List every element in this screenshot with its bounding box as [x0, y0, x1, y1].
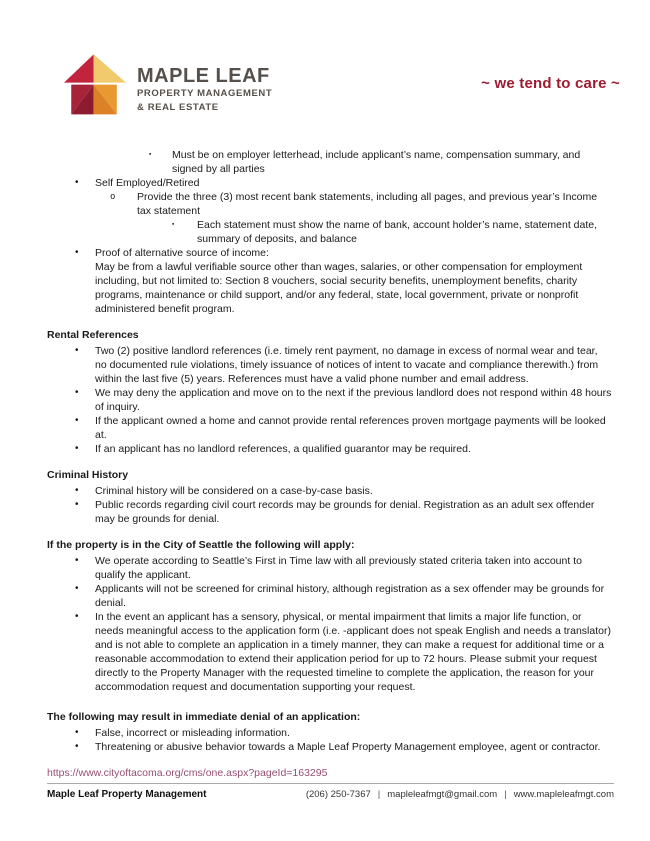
- list-item: [47, 190, 612, 218]
- document-body: [47, 148, 612, 780]
- footer-separator: |: [377, 789, 381, 800]
- section-heading: Rental References: [47, 329, 139, 341]
- list-item: [47, 610, 612, 694]
- list-item-text: False, incorrect or misleading information.: [95, 727, 290, 739]
- list-item: [47, 484, 612, 498]
- list-item: [47, 386, 612, 414]
- logo-wordmark: [137, 53, 272, 114]
- house-logo-icon: [62, 53, 128, 115]
- list-item: [47, 148, 612, 176]
- bullet-disc-icon: •: [75, 345, 79, 356]
- bullet-disc-icon: •: [75, 247, 79, 258]
- section-immediate-denial: [47, 710, 612, 754]
- footer-contact-info: [306, 789, 614, 800]
- list-item-text: If an applicant has no landlord references, a qualified guarantor may be required.: [95, 443, 471, 455]
- footer-divider: [47, 783, 614, 784]
- bullet-square-icon: ▪: [149, 151, 152, 158]
- bullet-circle-icon: o: [110, 192, 116, 202]
- list-item: [47, 726, 612, 740]
- list-item-text: If the applicant owned a home and cannot provide rental references proven mortgage payments will be looked at.: [95, 415, 606, 441]
- bullet-disc-icon: •: [75, 741, 79, 752]
- bullet-disc-icon: •: [75, 485, 79, 496]
- list-item: [47, 176, 612, 190]
- logo-subtitle-1: PROPERTY MANAGEMENT: [137, 88, 273, 99]
- bullet-disc-icon: •: [75, 443, 79, 454]
- logo-subtitle-2: & REAL ESTATE: [137, 102, 219, 113]
- bullet-disc-icon: •: [75, 387, 79, 398]
- logo-title: MAPLE LEAF: [137, 65, 270, 87]
- list-item: [47, 344, 612, 386]
- list-item: [47, 498, 612, 526]
- list-item-text: Proof of alternative source of income:: [95, 247, 269, 259]
- footer-email: mapleleafmgt@gmail.com: [387, 789, 498, 800]
- section-heading: If the property is in the City of Seattle the following will apply:: [47, 539, 355, 551]
- list-item: [47, 582, 612, 610]
- list-item-text: Provide the three (3) most recent bank statements, including all pages, and previous year’s Income tax statement: [137, 191, 598, 217]
- bullet-disc-icon: •: [75, 415, 79, 426]
- list-item-text: Self Employed/Retired: [95, 177, 200, 189]
- list-item-text: We may deny the application and move on to the next if the previous landlord does not respond within 48 hours of inquiry.: [95, 387, 612, 413]
- paragraph: May be from a lawful verifiable source other than wages, salaries, or other compensation for employment including, but not limited to: Section 8 vouchers, social security benefits, unemployment benefits, charity programs, maintenance or child support, and/or any federal, state, local government, private or nonprofit administered benefit program.: [95, 261, 583, 315]
- list-item-text: Threatening or abusive behavior towards a Maple Leaf Property Management employee, agent or contractor.: [95, 741, 601, 753]
- section-heading: Criminal History: [47, 469, 129, 481]
- section-city-of-seattle: [47, 538, 612, 694]
- bullet-disc-icon: •: [75, 177, 79, 188]
- page-footer: [47, 789, 614, 800]
- bullet-disc-icon: •: [75, 583, 79, 594]
- list-item-text: Two (2) positive landlord references (i.e. timely rent payment, no damage in excess of normal wear and tear, no documented rule violations, timely issuance of notices of intent to vacate and compliance therewith.) from within the last five (5) years. References must have a valid phone number and email address.: [95, 345, 599, 385]
- footer-separator: |: [504, 789, 507, 800]
- company-logo: [62, 53, 272, 115]
- brand-tagline: ~ we tend to care ~: [481, 75, 620, 92]
- list-item: [47, 740, 612, 754]
- footer-phone: (206) 250-7367: [305, 789, 371, 800]
- section-criminal-history: [47, 468, 612, 526]
- bullet-disc-icon: •: [75, 499, 79, 510]
- bullet-disc-icon: •: [75, 611, 79, 622]
- list-item: [47, 414, 612, 442]
- list-item-text: Applicants will not be screened for criminal history, although registration as a sex offender may be grounds for denial.: [95, 583, 605, 609]
- bullet-disc-icon: •: [75, 555, 79, 566]
- list-item: [47, 442, 612, 456]
- list-item: [47, 554, 612, 582]
- footer-company-name: Maple Leaf Property Management: [47, 789, 207, 800]
- list-item-text: Must be on employer letterhead, include applicant’s name, compensation summary, and signed by all parties: [172, 149, 581, 175]
- list-item-text: We operate according to Seattle’s First in Time law with all previously stated criteria taken into account to qualify the applicant.: [95, 555, 582, 581]
- list-item-text: Public records regarding civil court records may be grounds for denial. Registration as an adult sex offender may be grounds for denial.: [95, 499, 595, 525]
- list-item-text: In the event an applicant has a sensory, physical, or mental impairment that limits a major life function, or needs meaningful access to the application form (i.e. -applicant does not speak English and needs a translator) and is not able to complete an application in a timely manner, they can make a request for additional time or a reasonable accommodation to extend their application period for up to 72 hours. Please submit your request directly to the Property Manager with the requested timeline to complete the application, the reason for your accommodation request and documentation supporting your request.: [95, 611, 611, 693]
- section-heading: The following may result in immediate denial of an application:: [47, 711, 361, 723]
- list-item-text: Criminal history will be considered on a case-by-case basis.: [95, 485, 373, 497]
- list-item: [47, 246, 612, 260]
- list-item: [47, 218, 612, 246]
- bullet-square-icon: ▪: [172, 221, 175, 228]
- tacoma-hyperlink[interactable]: https://www.cityoftacoma.org/cms/one.aspx?pageId=163295: [47, 767, 328, 779]
- list-item-text: Each statement must show the name of bank, account holder’s name, statement date, summary of deposits, and balance: [197, 219, 598, 245]
- section-rental-references: [47, 328, 612, 456]
- footer-website: www.mapleleafmgt.com: [513, 789, 614, 800]
- bullet-disc-icon: •: [75, 727, 79, 738]
